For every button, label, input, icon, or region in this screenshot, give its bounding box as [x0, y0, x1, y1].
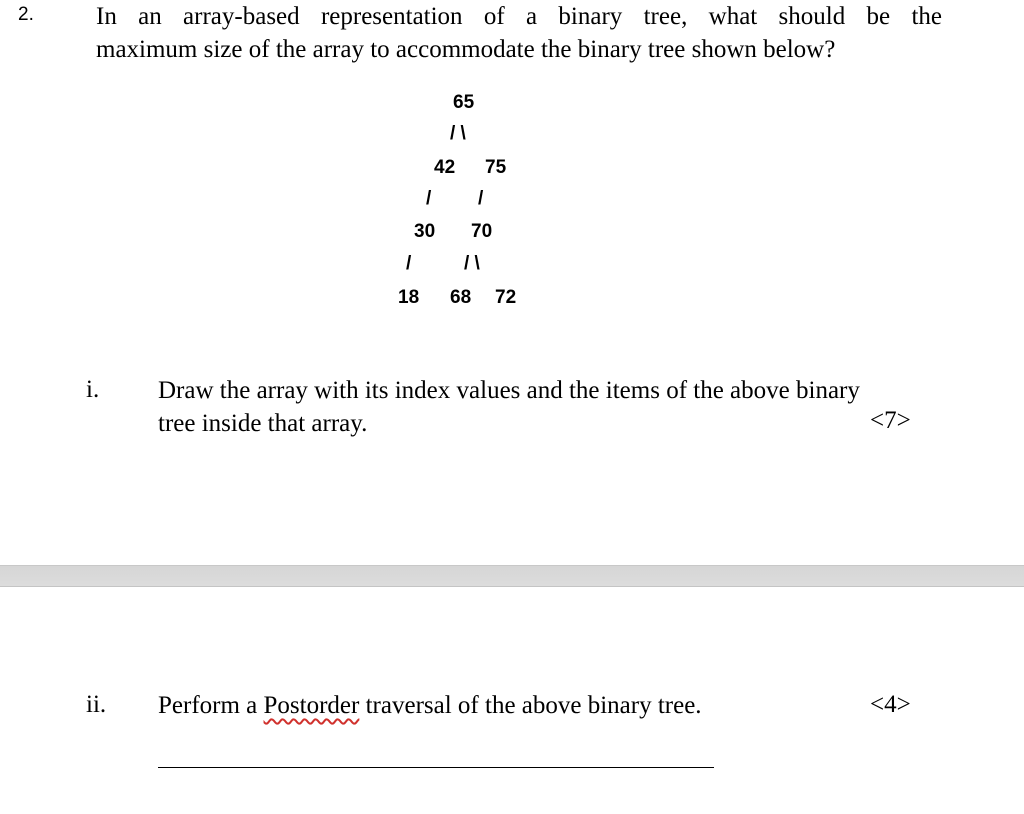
part-ii-text-before: Perform a: [158, 692, 264, 719]
tree-node-30: 30: [414, 221, 436, 242]
tree-edge-30: /: [406, 253, 412, 274]
tree-node-18: 18: [398, 287, 420, 308]
question-text: [96, 0, 942, 66]
part-i-text: [158, 374, 948, 440]
question-line-2: maximum size of the array to accommodate the binary tree shown below?: [96, 36, 836, 63]
tree-node-65: 65: [453, 92, 475, 113]
part-i-line-1: Draw the array with its index values and the items of the above binary: [158, 377, 860, 404]
answer-line: [158, 767, 714, 768]
question-number: 2.: [18, 4, 34, 25]
spellcheck-word: Postorder: [263, 692, 360, 719]
part-i-line-2: tree inside that array.: [158, 410, 368, 437]
part-ii-text: [158, 689, 858, 722]
tree-node-42: 42: [434, 157, 456, 178]
part-ii-number: ii.: [86, 691, 107, 718]
tree-node-72: 72: [495, 287, 517, 308]
tree-node-70: 70: [471, 221, 493, 242]
part-ii-text-after: traversal of the above binary tree.: [359, 692, 702, 719]
question-line-1: In an array-based representation of a binary tree, what should be the: [96, 3, 942, 30]
tree-edges-70: / \: [464, 253, 480, 274]
part-i-number: i.: [86, 376, 100, 403]
page-break: [0, 565, 1024, 587]
tree-node-75: 75: [485, 157, 507, 178]
tree-edge-75: /: [478, 188, 484, 209]
tree-edge-42: /: [426, 188, 432, 209]
part-i-marks: <7>: [870, 407, 911, 434]
tree-node-68: 68: [450, 287, 472, 308]
part-ii-marks: <4>: [870, 691, 911, 718]
tree-edges-65: / \: [450, 123, 466, 144]
